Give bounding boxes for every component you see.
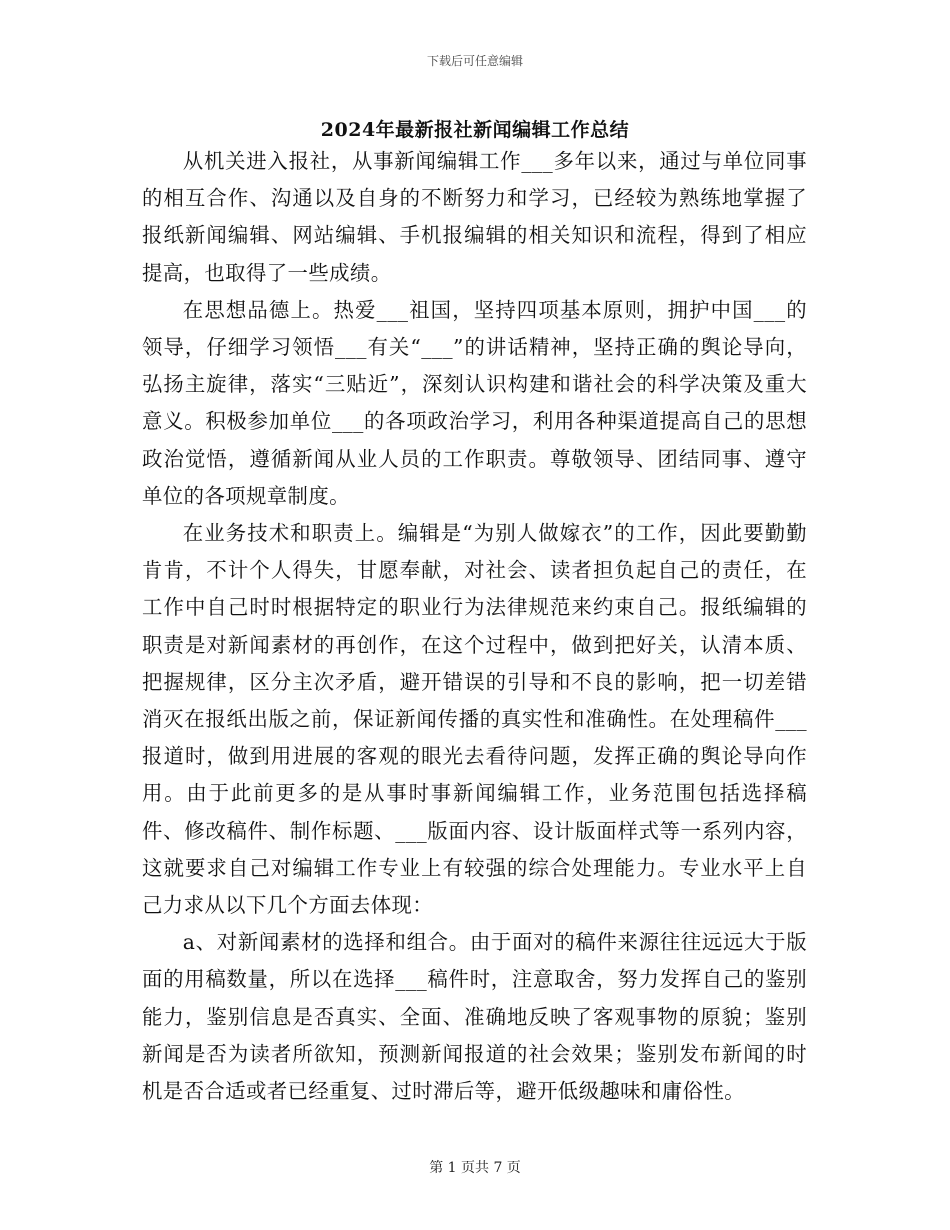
paragraph-professional-duty: 在业务技术和职责上。编辑是“为别人做嫁衣”的工作，因此要勤勤肯肯，不计个人得失，甘愿奉献，对社会、读者担负起自己的责任，在工作中自己时时根据特定的职业行为法律规范来约束自己。报纸编辑的职责是对新闻素材的再创作，在这个过程中，做到把好关，认清本质、把握规律，区分主次矛盾，避开错误的引导和不良的影响，把一切差错消灭在报纸出版之前，保证新闻传播的真实性和准确性。在处理稿件___报道时，做到用进展的客观的眼光去看待问题，发挥正确的舆论导向作用。由于此前更多的是从事时事新闻编辑工作，业务范围包括选择稿件、修改稿件、制作标题、___版面内容、设计版面样式等一系列内容，这就要求自己对编辑工作专业上有较强的综合处理能力。专业水平上自己力求从以下几个方面去体现：	[142, 521, 807, 918]
paragraph-intro: 从机关进入报社，从事新闻编辑工作___多年以来，通过与单位同事的相互合作、沟通以及自身的不断努力和学习，已经较为熟练地掌握了报纸新闻编辑、网站编辑、手机报编辑的相关知识和流程，得到了相应提高，也取得了一些成绩。	[142, 149, 807, 285]
page-header-note: 下载后可任意编辑	[426, 54, 523, 68]
document-body	[142, 143, 807, 1110]
paragraph-material-selection: a、对新闻素材的选择和组合。由于面对的稿件来源往往远远大于版面的用稿数量，所以在选择___稿件时，注意取舍，努力发挥自己的鉴别能力，鉴别信息是否真实、全面、准确地反映了客观事物的原貌；鉴别新闻是否为读者所欲知，预测新闻报道的社会效果；鉴别发布新闻的时机是否合适或者已经重复、过时滞后等，避开低级趣味和庸俗性。	[142, 930, 807, 1104]
document-title: 2024年最新报社新闻编辑工作总结	[320, 119, 630, 141]
page-number: 第 1 页共 7 页	[429, 1160, 521, 1176]
paragraph-ideology: 在思想品德上。热爱___祖国，坚持四项基本原则，拥护中国___的领导，仔细学习领悟___有关“___”的讲话精神，坚持正确的舆论导向，弘扬主旋律，落实“三贴近”，深刻认识构建和谐社会的科学决策及重大意义。积极参加单位___的各项政治学习，利用各种渠道提高自己的思想政治觉悟，遵循新闻从业人员的工作职责。尊敬领导、团结同事、遵守单位的各项规章制度。	[142, 297, 807, 508]
